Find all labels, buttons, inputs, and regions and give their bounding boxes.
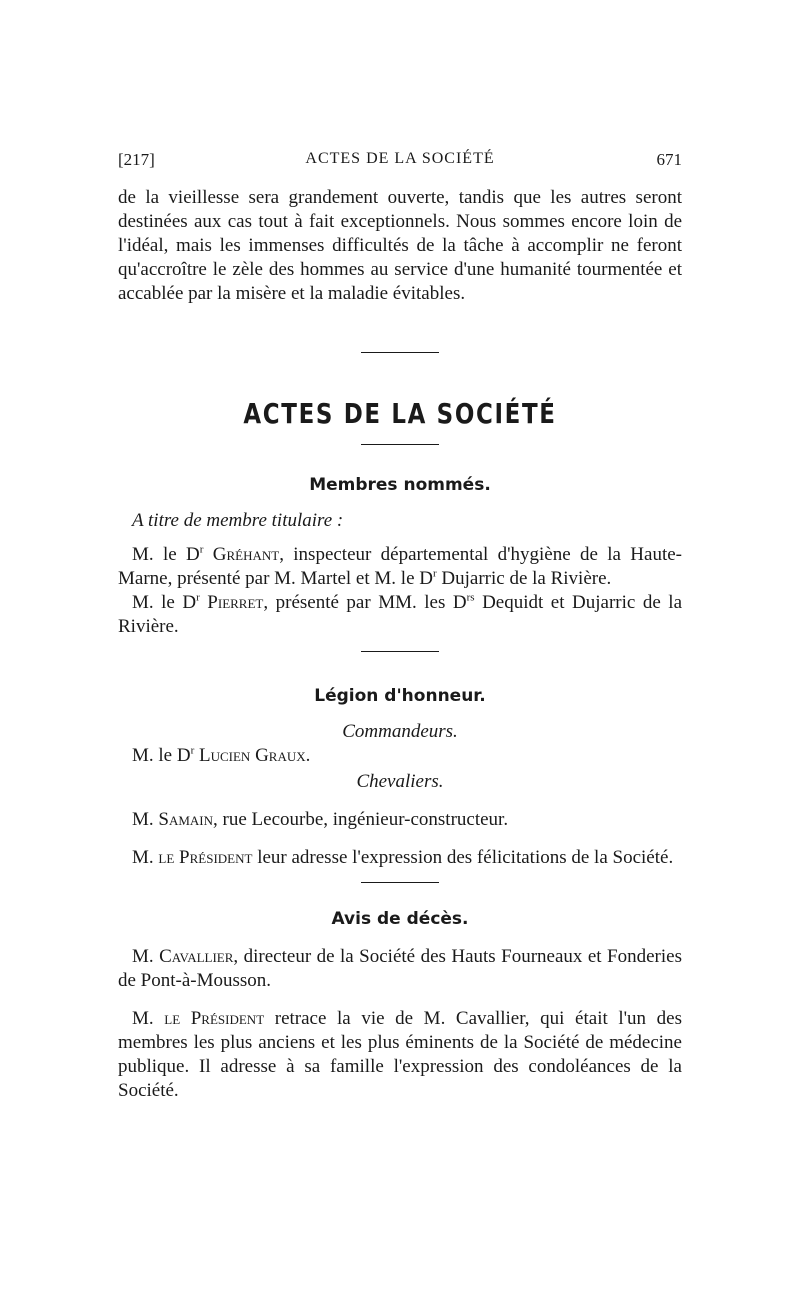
section-divider [361,352,439,353]
chevalier-entry: M. Samain, rue Lecourbe, ingénieur-constructeur. [132,809,509,830]
section-title-membres: Membres nommés. [309,475,491,495]
chevaliers-label: Chevaliers. [356,771,444,792]
section-divider [361,882,439,883]
page-number-bracket: [217] [118,150,155,169]
member-name: Lucien Graux [199,745,306,766]
president-note: M. le Président retrace la vie de M. Cavallier, qui était l'un des membres les plus anciens et les plus éminents de la Société de médecine publique. Il adresse à sa famille l'expression des condoléances de la Société. [118,1008,682,1101]
main-title: ACTES DE LA SOCIÉTÉ [243,397,557,430]
member-entry: M. le $D^r$ Gréhant, inspecteur départemental d'hygiène de la Haute-Marne, présenté par M. Martel et M. le $D^r$ Dujarric de la Rivière. [118,543,682,589]
member-name: Gréhant [212,544,280,565]
running-head: ACTES DE LA SOCIÉTÉ [305,150,495,167]
member-name: Cavallier [159,946,234,967]
membres-subtitle: A titre de membre titulaire : [132,510,344,531]
commandeur-entry: M. le $D^r$ Lucien Graux. [132,744,311,766]
member-name: Samain [158,809,214,830]
page-header [118,150,682,172]
member-entry: M. le $D^r$ Pierret, présenté par MM. les $D^{rs}$ Dequidt et Dujarric de la Rivière. [118,591,682,637]
section-title-deces: Avis de décès. [331,909,469,929]
deces-entry: M. Cavallier, directeur de la Société des Hauts Fourneaux et Fonderies de Pont-à-Mousson. [118,946,682,991]
section-divider [361,651,439,652]
page-body [118,186,682,1103]
page-number: 671 [656,150,682,169]
commandeurs-label: Commandeurs. [342,721,458,742]
president-note: M. le Président leur adresse l'expression des félicitations de la Société. [132,847,674,868]
president-name: le Président [158,847,253,868]
intro-paragraph: de la vieillesse sera grandement ouverte, tandis que les autres seront destinées aux cas tout à fait exceptionnels. Nous sommes encore loin de l'idéal, mais les immenses difficultés de la tâche à accomplir ne feront qu'accroître le zèle des hommes au service d'une humanité tourmentée et accablée par la misère et la maladie évitables. [118,187,682,304]
title-underline [361,444,439,445]
member-name: Pierret [207,592,264,613]
president-name: le Président [164,1008,265,1029]
section-title-legion: Légion d'honneur. [314,686,486,706]
